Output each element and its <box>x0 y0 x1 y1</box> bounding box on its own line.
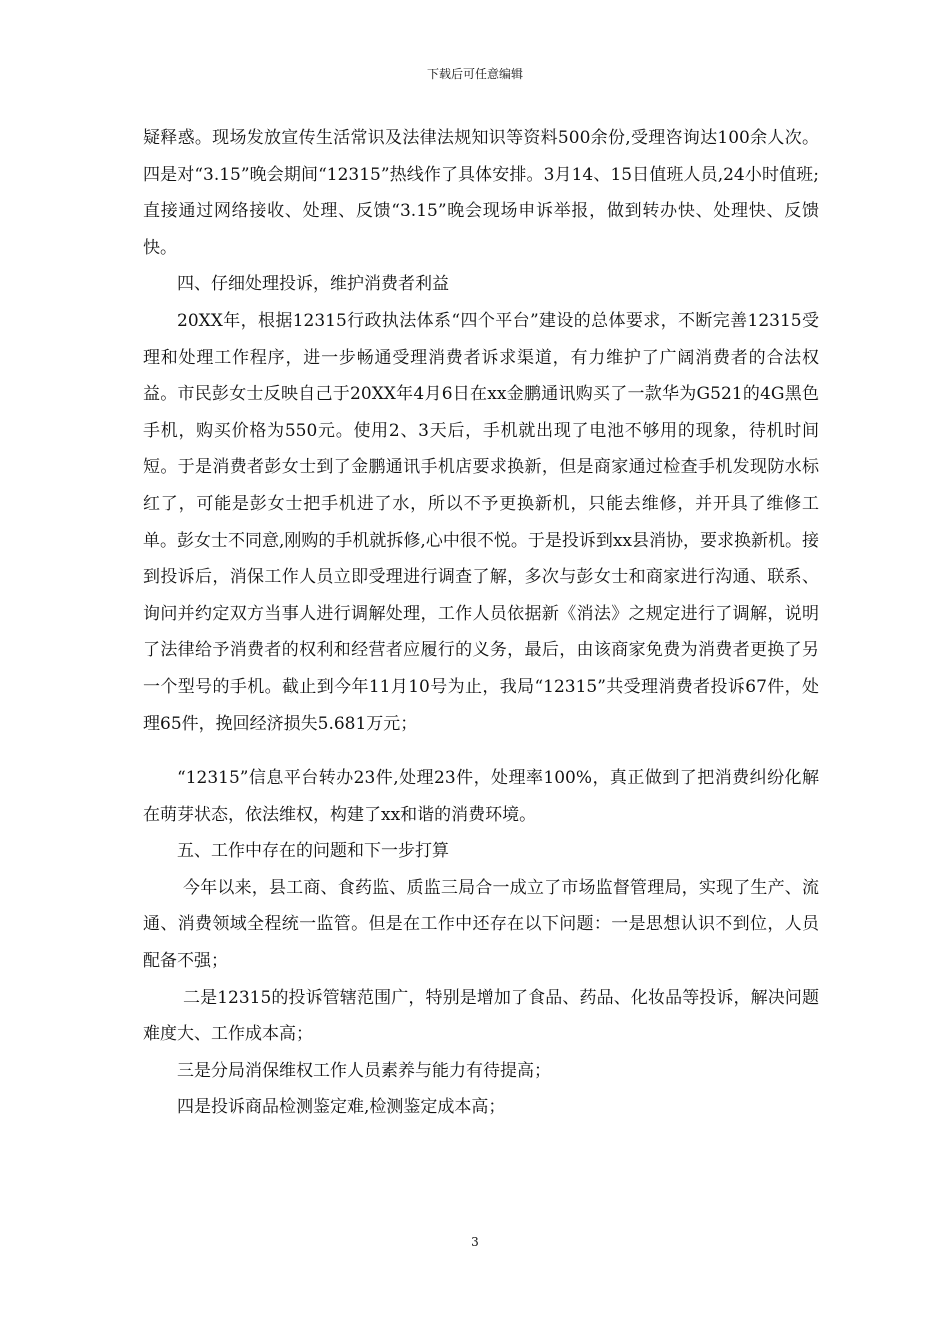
paragraph-problem-four: 四是投诉商品检测鉴定难,检测鉴定成本高； <box>177 1097 506 1118</box>
document-body <box>143 120 819 1126</box>
page-number: 3 <box>471 1235 479 1249</box>
section-heading-complaints: 四、仔细处理投诉，维护消费者利益 <box>177 274 449 295</box>
paragraph-complaint-case: 20XX年，根据12315行政执法体系“四个平台”建设的总体要求，不断完善12315受理和处理工作程序，进一步畅通受理消费者诉求渠道，有力维护了广阔消费者的合法权益。市民彭女士反映自己于20XX年4月6日在xx金鹏通讯购买了一款华为G521的4G黑色手机，购买价格为550元。使用2、3天后，手机就出现了电池不够用的现象，待机时间短。于是消费者彭女士到了金鹏通讯手机店要求换新，但是商家通过检查手机发现防水标红了，可能是彭女士把手机进了水，所以不予更换新机，只能去维修，并开具了维修工单。彭女士不同意,刚购的手机就拆修,心中很不悦。于是投诉到xx县消协，要求换新机。接到投诉后，消保工作人员立即受理进行调查了解，多次与彭女士和商家进行沟通、联系、询问并约定双方当事人进行调解处理，工作人员依据新《消法》之规定进行了调解，说明了法律给予消费者的权利和经营者应履行的义务，最后，由该商家免费为消费者更换了另一个型号的手机。截止到今年11月10号为止，我局“12315”共受理消费者投诉67件，处理65件，挽回经济损失5.681万元； <box>143 310 819 734</box>
paragraph-problem-two: 二是12315的投诉管辖范围广，特别是增加了食品、药品、化妆品等投诉，解决问题难度大、工作成本高； <box>143 987 819 1045</box>
paragraph-consultation: 疑释惑。现场发放宣传生活常识及法律法规知识等资料500余份,受理咨询达100余人次。四是对“3.15”晚会期间“12315”热线作了具体安排。3月14、15日值班人员,24小时值班;直接通过网络接收、处理、反馈“3.15”晚会现场申诉举报，做到转办快、处理快、反馈快。 <box>143 128 819 258</box>
page-header: 下载后可任意编辑 <box>426 67 523 81</box>
section-heading-problems: 五、工作中存在的问题和下一步打算 <box>177 841 449 862</box>
paragraph-problem-three: 三是分局消保维权工作人员素养与能力有待提高； <box>177 1060 551 1081</box>
paragraph-problems-intro: 今年以来，县工商、食药监、质监三局合一成立了市场监督管理局，实现了生产、流通、消费领域全程统一监管。但是在工作中还存在以下问题：一是思想认识不到位，人员配备不强； <box>143 877 819 972</box>
paragraph-platform-stats: “12315”信息平台转办23件,处理23件，处理率100%，真正做到了把消费纠纷化解在萌芽状态，依法维权，构建了xx和谐的消费环境。 <box>143 768 819 825</box>
